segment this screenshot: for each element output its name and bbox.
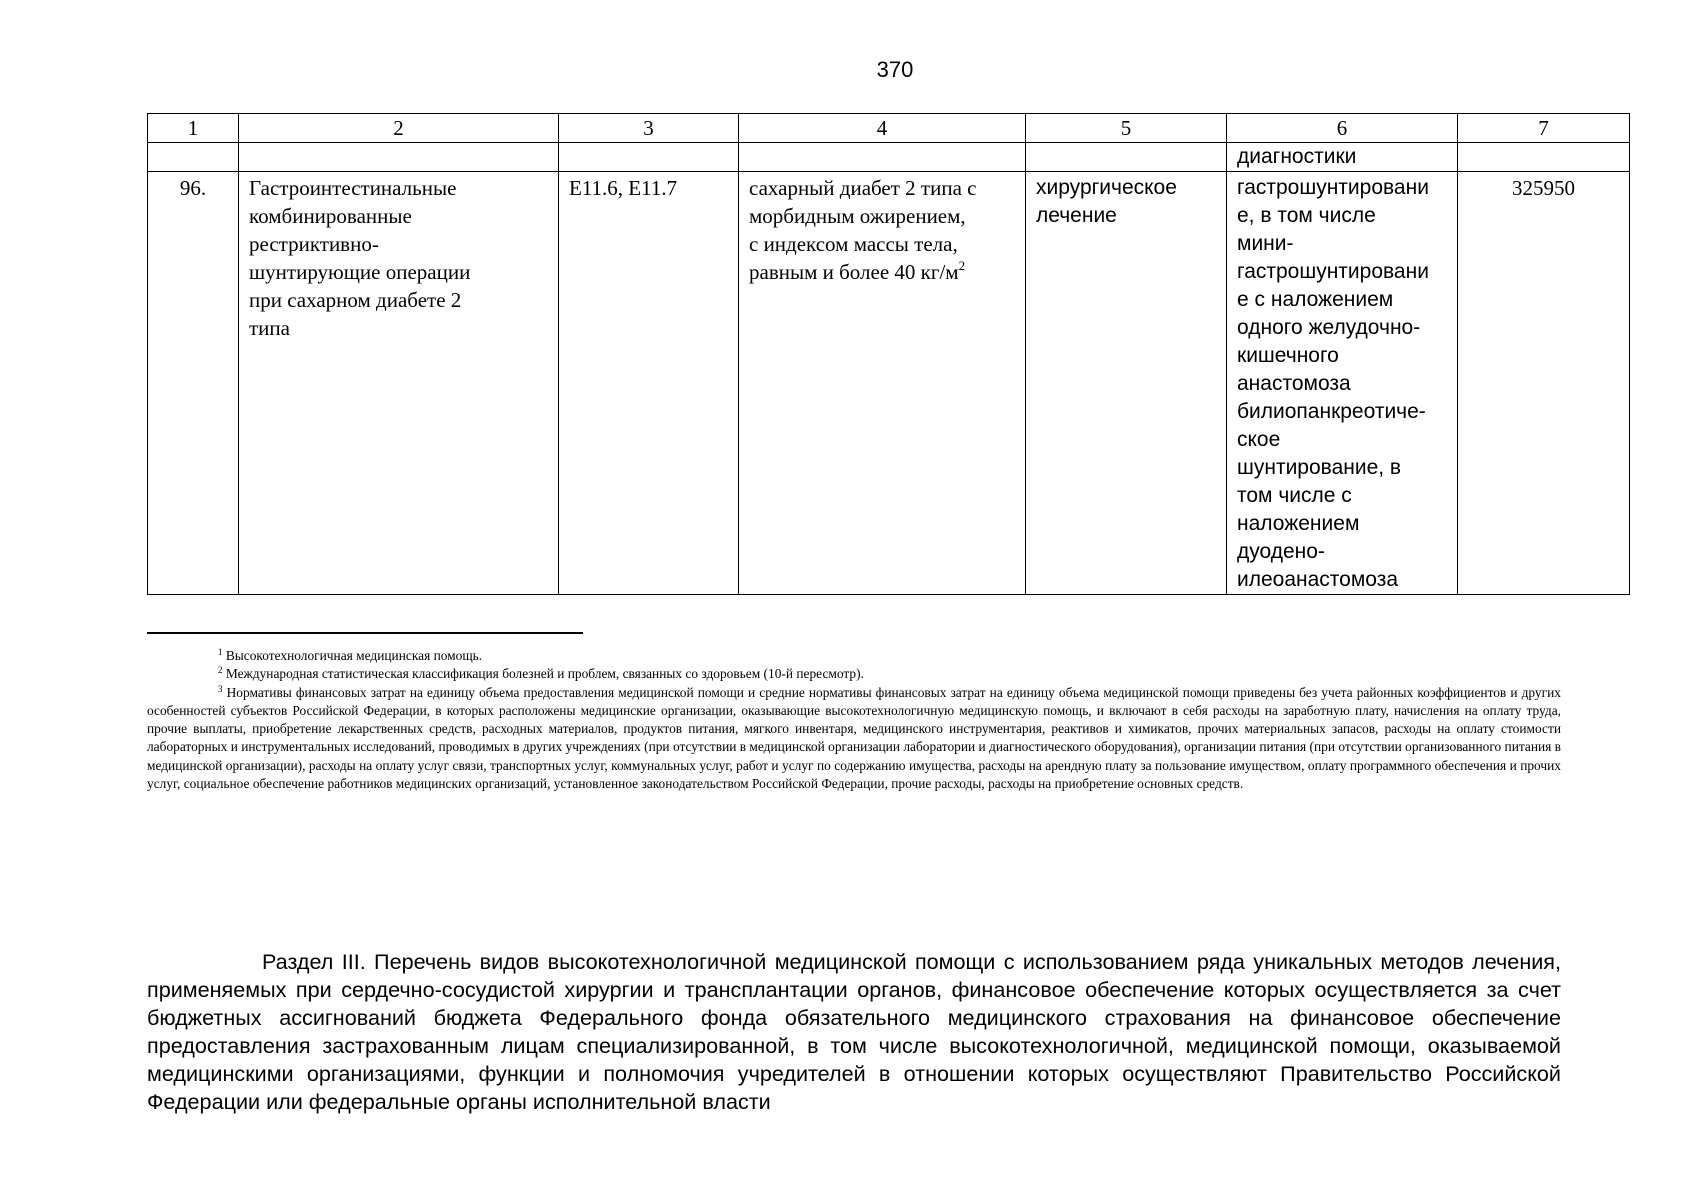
hvmp-table [147, 113, 1630, 595]
text-line: е, в том числе [1237, 204, 1376, 227]
text-line: рестриктивно- [249, 232, 379, 256]
footnote [147, 684, 1561, 794]
diagnosis-last-line: равным и более 40 кг/м [749, 260, 959, 284]
table-cell [1026, 143, 1227, 172]
text-line: наложением [1237, 512, 1360, 535]
text-line: лечение [1036, 204, 1117, 227]
text-line: при сахарном диабете 2 [249, 288, 462, 312]
footnotes [147, 647, 1561, 793]
footnote-text: Нормативы финансовых затрат на единицу объема предоставления медицинской помощи и средние нормативы финансовых затрат на единицу объема медицинской помощи приведены без учета районных коэффициентов и других особенностей субъектов Российской Федерации, в которых расположены медицинские организации, оказывающие высокотехнологичную медицинскую помощь, и включают в себя расходы на заработную плату, начисления на оплату труда, прочие выплаты, приобретение лекарственных средств, расходных материалов, продуктов питания, мягкого инвентаря, медицинского инструментария, реактивов и химикатов, прочих материальных запасов, расходы на оплату стоимости лабораторных и инструментальных исследований, проводимых в других учреждениях (при отсутствии в медицинской организации лаборатории и диагностического оборудования), организации питания (при отсутствии организованного питания в медицинской организации), расходы на оплату услуг связи, транспортных услуг, коммунальных услуг, работ и услуг по содержанию имущества, расходы на арендную плату за пользование имуществом, оплату программного обеспечения и прочих услуг, социальное обеспечение работников медицинских организаций, установленное законодательством Российской Федерации, прочие расходы, расходы на приобретение основных средств. [147, 684, 1561, 792]
text-line: анастомоза [1237, 372, 1351, 395]
text-line: комбинированные [249, 204, 412, 228]
text-line: гастрошунтировани [1237, 176, 1429, 199]
table-cell [559, 143, 739, 172]
text-line: с индексом массы тела, [749, 232, 958, 256]
footnote-mark: 2 [218, 665, 223, 676]
text-line: илеоанастомоза [1237, 568, 1399, 591]
table-cell [1458, 143, 1630, 172]
page-number: 370 [876, 57, 914, 82]
column-number: 6 [1227, 114, 1458, 143]
text-line [749, 258, 1015, 286]
cost-cell: 325950 [1458, 172, 1630, 595]
table-cell [148, 143, 239, 172]
text-line: мини- [1237, 232, 1294, 255]
text-line: дуодено- [1237, 540, 1325, 563]
section-heading [147, 948, 1561, 1116]
text-line: билиопанкреотиче- [1237, 400, 1426, 423]
column-number: 1 [148, 114, 239, 143]
footnote-text: Международная статистическая классификация болезней и проблем, связанных со здоровьем (10-й пересмотр). [225, 666, 864, 682]
text-line: гастрошунтировани [1237, 260, 1429, 283]
text-line: шунтирующие операции [249, 260, 471, 284]
footnote-text: Высокотехнологичная медицинская помощь. [225, 648, 483, 663]
treatment-type-cell [1026, 172, 1227, 595]
footnote-separator [147, 632, 583, 634]
text-line: типа [249, 316, 290, 340]
column-number: 5 [1026, 114, 1227, 143]
superscript: 2 [958, 258, 966, 273]
text-line: сахарный диабет 2 типа с [749, 176, 977, 200]
text-line: хирургическое [1036, 176, 1177, 199]
footnote-mark: 1 [218, 647, 223, 657]
text-line: Гастроинтестинальные [249, 176, 457, 200]
method-cell-continuation: диагностики [1227, 143, 1458, 172]
table-row [148, 172, 1630, 595]
text-line: том числе с [1237, 484, 1352, 507]
footnote-mark: 3 [218, 683, 223, 694]
text-line: е с наложением [1237, 288, 1394, 311]
footnote [147, 665, 1561, 683]
text-line: ское [1237, 428, 1281, 451]
column-number: 4 [739, 114, 1026, 143]
text-line: шунтирование, в [1237, 456, 1402, 479]
text-line: кишечного [1237, 344, 1339, 367]
column-number-row [148, 114, 1630, 143]
text-line: морбидным ожирением, [749, 204, 966, 228]
treatment-method-cell [1227, 172, 1458, 595]
text-line: одного желудочно- [1237, 316, 1421, 339]
procedure-name-cell [239, 172, 559, 595]
table-cell [739, 143, 1026, 172]
column-number: 2 [239, 114, 559, 143]
row-number: 96. [148, 172, 239, 595]
column-number: 3 [559, 114, 739, 143]
diagnosis-cell [739, 172, 1026, 595]
continuation-row [148, 143, 1630, 172]
section-text: Раздел III. Перечень видов высокотехнологичной медицинской помощи с использованием ряда уникальных методов лечения, применяемых при сердечно-сосудистой хирургии и трансплантации органов, финансовое обеспечение которых осуществляется за счет бюджетных ассигнований бюджета Федерального фонда обязательного медицинского страхования на финансовое обеспечение предоставления застрахованным лицам специализированной, в том числе высокотехнологичной, медицинской помощи, оказываемой медицинскими организациями, функции и полномочия учредителей в отношении которых осуществляют Правительство Российской Федерации или федеральные органы исполнительной власти [147, 949, 1561, 1114]
column-number: 7 [1458, 114, 1630, 143]
icd-codes-cell: E11.6, E11.7 [559, 172, 739, 595]
table-cell [239, 143, 559, 172]
footnote [147, 647, 1561, 665]
